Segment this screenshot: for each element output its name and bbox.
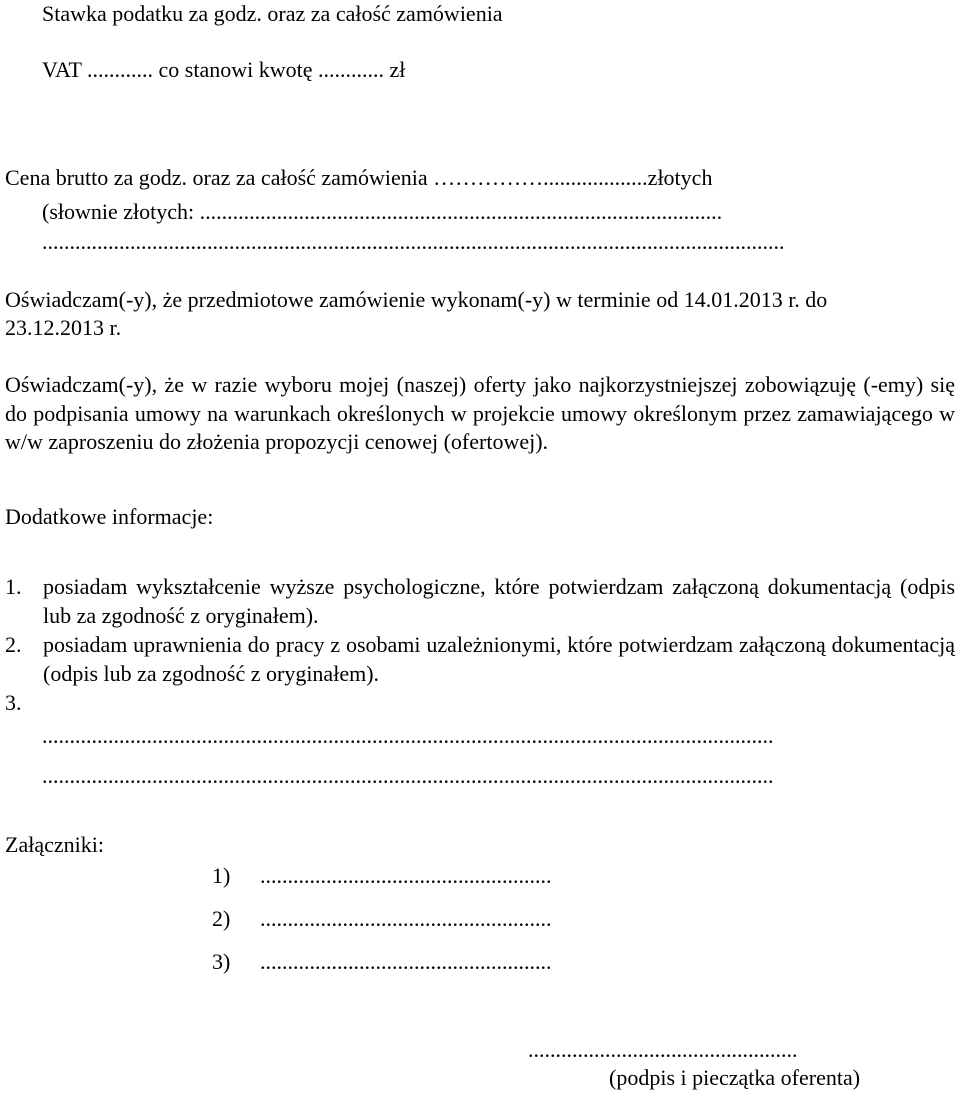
attachment-dots: ..................................................... [260,863,552,888]
attachment-dots: ..................................................... [260,906,552,931]
vat-line: VAT ............ co stanowi kwotę ............ zł [42,57,406,82]
tax-rate-line: Stawka podatku za godz. oraz za całość zamówienia [42,1,503,26]
signature-caption: (podpis i pieczątka oferenta) [609,1065,861,1090]
item3-dotted-line: ..................................................................................................................................... [42,763,774,788]
signature-dotted-line: ................................................. [528,1037,798,1062]
item-text: posiadam uprawnienia do pracy z osobami uzależnionymi, które potwierdzam załączoną dokumentacją (odpis lub za zgodność z oryginałem). [43,632,955,686]
item3-dotted-line: ..................................................................................................................................... [42,723,774,748]
gross-price-line: Cena brutto za godz. oraz za całość zamówienia ……………...................złotych [5,165,713,190]
item-number: 1. [5,574,22,599]
additional-info-heading: Dodatkowe informacje: [5,504,214,529]
price-in-words-continuation: ....................................................................................................................................... [42,229,785,254]
price-in-words-line: (słownie złotych: ............................................................................................... [42,199,723,224]
item-number: 3. [5,690,22,715]
attachment-dots: ..................................................... [260,949,552,974]
attachment-number: 2) [212,906,231,931]
attachments-heading: Załączniki: [5,832,104,857]
attachment-number: 1) [212,863,231,888]
offer-declaration: Oświadczam(-y), że w razie wyboru mojej (naszej) oferty jako najkorzystniejszej zobowiązuję (-emy) się do podpisania umowy na warunkach określonych w projekcie umowy określonym przez zamawiającego w w/w zaproszeniu do złożenia propozycji cenowej (ofertowej). [5,372,955,454]
item-text: posiadam wykształcenie wyższe psychologiczne, które potwierdzam załączoną dokumentacją (odpis lub za zgodność z oryginałem). [43,574,955,628]
attachment-number: 3) [212,949,231,974]
item-number: 2. [5,632,22,657]
term-declaration-line: Oświadczam(-y), że przedmiotowe zamówienie wykonam(-y) w terminie od 14.01.2013 r. do [5,287,828,312]
term-declaration-continuation: 23.12.2013 r. [5,315,122,340]
